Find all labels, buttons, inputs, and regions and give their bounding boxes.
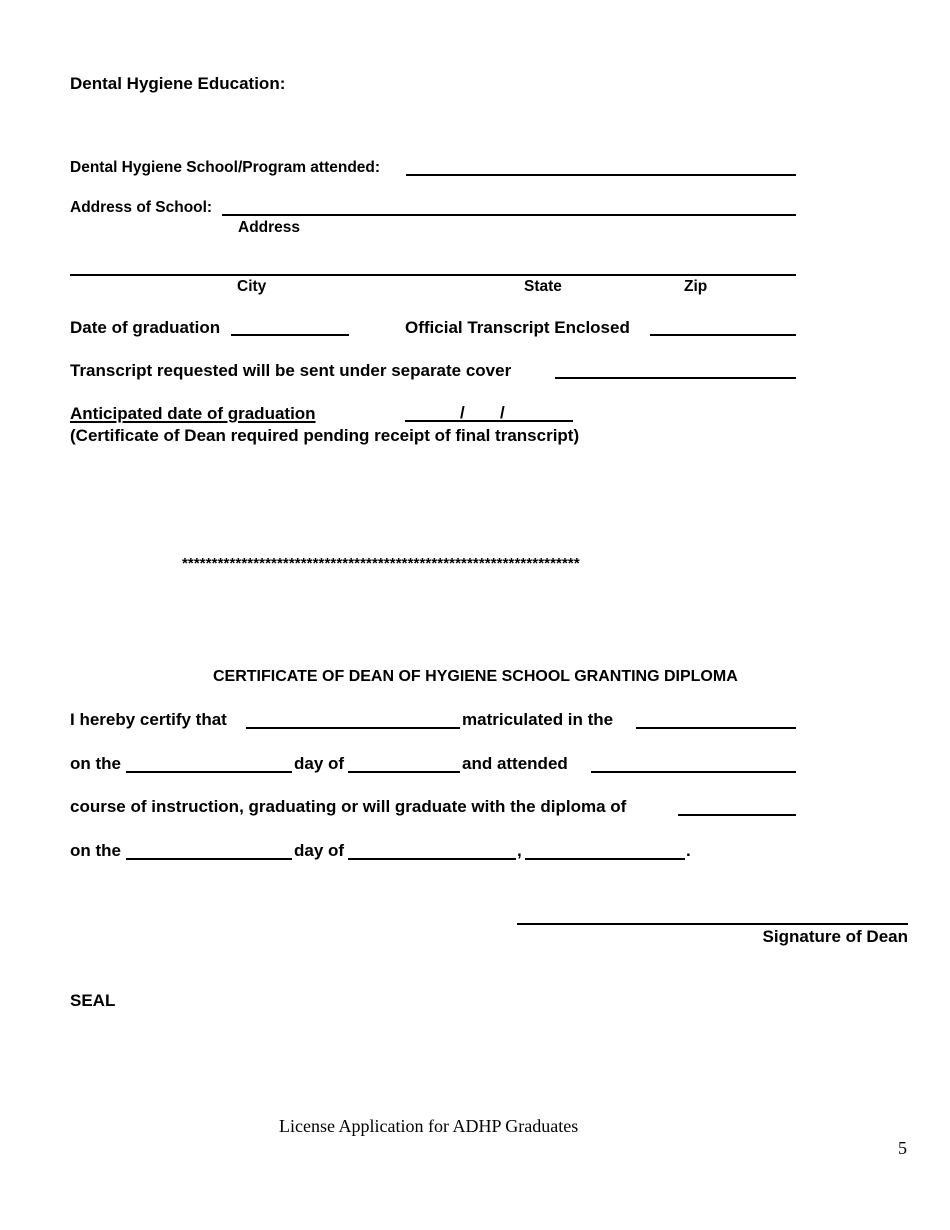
transcript-enclosed-label: Official Transcript Enclosed (405, 318, 630, 337)
attended-field[interactable] (591, 771, 796, 773)
school-label: Dental Hygiene School/Program attended: (70, 159, 381, 176)
address-caption: Address (238, 219, 301, 236)
certificate-title: CERTIFICATE OF DEAN OF HYGIENE SCHOOL GRANTING DIPLOMA (213, 668, 738, 685)
graduation-date-field[interactable] (231, 334, 349, 336)
diploma-field[interactable] (678, 814, 796, 816)
graduation-month-field[interactable] (348, 858, 516, 860)
matriculation-month-field[interactable] (348, 771, 460, 773)
transcript-separate-label: Transcript requested will be sent under separate cover (70, 361, 512, 380)
dean-note: (Certificate of Dean required pending receipt of final transcript) (70, 426, 580, 445)
graduation-day-field[interactable] (126, 858, 292, 860)
page-number: 5 (898, 1138, 907, 1158)
dean-signature-field[interactable] (517, 923, 908, 925)
anticipated-date-slash-2: / (500, 403, 505, 422)
section-title: Dental Hygiene Education: (70, 74, 286, 93)
transcript-separate-field[interactable] (555, 377, 796, 379)
zip-caption: Zip (684, 278, 708, 295)
address-label: Address of School: (70, 199, 213, 216)
date-comma: , (517, 841, 522, 860)
city-state-zip-field[interactable] (70, 274, 796, 276)
anticipated-date-slash-1: / (460, 403, 465, 422)
student-name-field[interactable] (246, 727, 460, 729)
matriculated-label: matriculated in the (462, 710, 614, 729)
address-field[interactable] (222, 214, 796, 216)
matriculation-day-field[interactable] (126, 771, 292, 773)
on-the-label-2: on the (70, 841, 121, 860)
city-caption: City (237, 278, 267, 295)
seal-label: SEAL (70, 991, 116, 1010)
certify-label: I hereby certify that (70, 710, 227, 729)
date-period: . (686, 841, 691, 860)
anticipated-graduation-label: Anticipated date of graduation (70, 404, 316, 423)
transcript-enclosed-field[interactable] (650, 334, 796, 336)
attended-label: and attended (462, 754, 568, 773)
on-the-label-1: on the (70, 754, 121, 773)
star-divider: ******************************************************************* (182, 555, 580, 572)
matriculated-program-field[interactable] (636, 727, 796, 729)
anticipated-date-field[interactable] (405, 420, 573, 422)
school-field[interactable] (406, 174, 796, 176)
signature-label: Signature of Dean (762, 927, 908, 946)
state-caption: State (524, 278, 562, 295)
day-of-label-1: day of (294, 754, 345, 773)
day-of-label-2: day of (294, 841, 345, 860)
graduation-date-label: Date of graduation (70, 318, 221, 337)
graduation-year-field[interactable] (525, 858, 685, 860)
course-instruction-label: course of instruction, graduating or will graduate with the diploma of (70, 797, 627, 816)
footer-text: License Application for ADHP Graduates (279, 1116, 579, 1136)
